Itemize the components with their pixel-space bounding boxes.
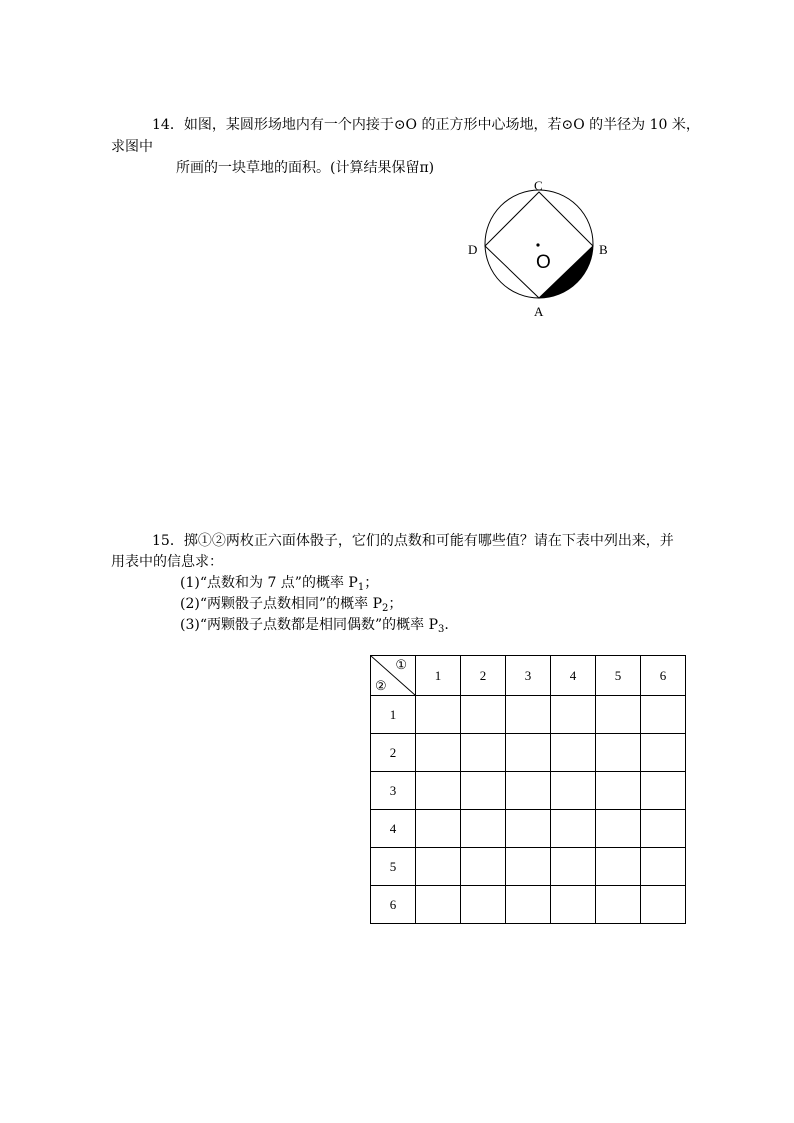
table-cell	[551, 734, 596, 772]
problem15-line1: 15．掷①②两枚正六面体骰子，它们的点数和可能有哪些值？请在下表中列出来，并	[152, 533, 674, 549]
label-o: O	[536, 252, 551, 273]
table-cell	[596, 696, 641, 734]
problem15-question3	[180, 615, 449, 635]
table-cell	[461, 848, 506, 886]
table-cell	[551, 886, 596, 924]
column-header: 6	[641, 656, 686, 696]
table-cell	[551, 848, 596, 886]
table-row	[371, 810, 686, 848]
column-header: 4	[551, 656, 596, 696]
problem14-line2: 求图中	[111, 139, 153, 155]
table-cell	[641, 848, 686, 886]
q3-text: (3)“两颗骰子点数都是相同偶数”的概率 P	[180, 617, 439, 633]
table-cell	[551, 810, 596, 848]
problem15-question1	[180, 573, 378, 593]
label-c: C	[534, 178, 543, 193]
table-cell	[506, 696, 551, 734]
row-header: 6	[371, 886, 416, 924]
table-cell	[416, 772, 461, 810]
problem15-line2: 用表中的信息求：	[111, 554, 223, 570]
column-header: 2	[461, 656, 506, 696]
problem15-question2	[180, 594, 402, 614]
table-cell	[461, 810, 506, 848]
table-cell	[551, 696, 596, 734]
q1-end: ；	[364, 575, 379, 591]
row-header: 1	[371, 696, 416, 734]
circle-square-figure	[462, 176, 622, 321]
table-row	[371, 886, 686, 924]
table-row	[371, 734, 686, 772]
table-cell	[596, 810, 641, 848]
table-cell	[461, 734, 506, 772]
table-cell	[416, 886, 461, 924]
table-cell	[416, 848, 461, 886]
table-cell	[416, 696, 461, 734]
table-cell	[641, 772, 686, 810]
q2-subscript: 2	[382, 603, 389, 614]
row-header: 3	[371, 772, 416, 810]
row-header: 2	[371, 734, 416, 772]
table-row	[371, 848, 686, 886]
corner-die2-label: ②	[375, 678, 387, 693]
label-b: B	[599, 242, 608, 257]
row-header: 4	[371, 810, 416, 848]
table-cell	[641, 886, 686, 924]
table-cell	[596, 734, 641, 772]
center-dot	[536, 243, 539, 246]
column-header: 1	[416, 656, 461, 696]
table-cell	[506, 734, 551, 772]
table-cell	[506, 886, 551, 924]
table-cell	[506, 810, 551, 848]
q1-text: (1)“点数和为 7 点”的概率 P	[180, 575, 358, 591]
table-row	[371, 772, 686, 810]
table-cell	[596, 848, 641, 886]
row-header: 5	[371, 848, 416, 886]
table-cell	[596, 886, 641, 924]
column-header: 5	[596, 656, 641, 696]
problem14-line1: 14．如图，某圆形场地内有一个内接于⊙O 的正方形中心场地，若⊙O 的半径为 10 米，	[152, 117, 700, 133]
table-cell	[461, 886, 506, 924]
label-a: A	[534, 304, 544, 319]
table-row	[371, 696, 686, 734]
table-cell	[461, 772, 506, 810]
column-header: 3	[506, 656, 551, 696]
table-cell	[641, 734, 686, 772]
q3-end: .	[444, 617, 449, 633]
problem14-line3: 所画的一块草地的面积。(计算结果保留π)	[176, 160, 435, 176]
dice-sum-table	[370, 655, 686, 924]
table-corner-cell	[371, 656, 416, 696]
q3-subscript: 3	[438, 624, 445, 635]
table-cell	[416, 810, 461, 848]
table-cell	[641, 810, 686, 848]
table-cell	[506, 848, 551, 886]
corner-die1-label: ①	[395, 657, 407, 672]
label-d: D	[468, 242, 478, 257]
table-header-row	[371, 656, 686, 696]
table-cell	[641, 696, 686, 734]
table-cell	[551, 772, 596, 810]
table-cell	[461, 696, 506, 734]
q1-subscript: 1	[357, 582, 365, 593]
table-cell	[506, 772, 551, 810]
q2-end: ；	[388, 596, 403, 612]
q2-text: (2)“两颗骰子点数相同”的概率 P	[180, 596, 383, 612]
table-cell	[596, 772, 641, 810]
table-cell	[416, 734, 461, 772]
